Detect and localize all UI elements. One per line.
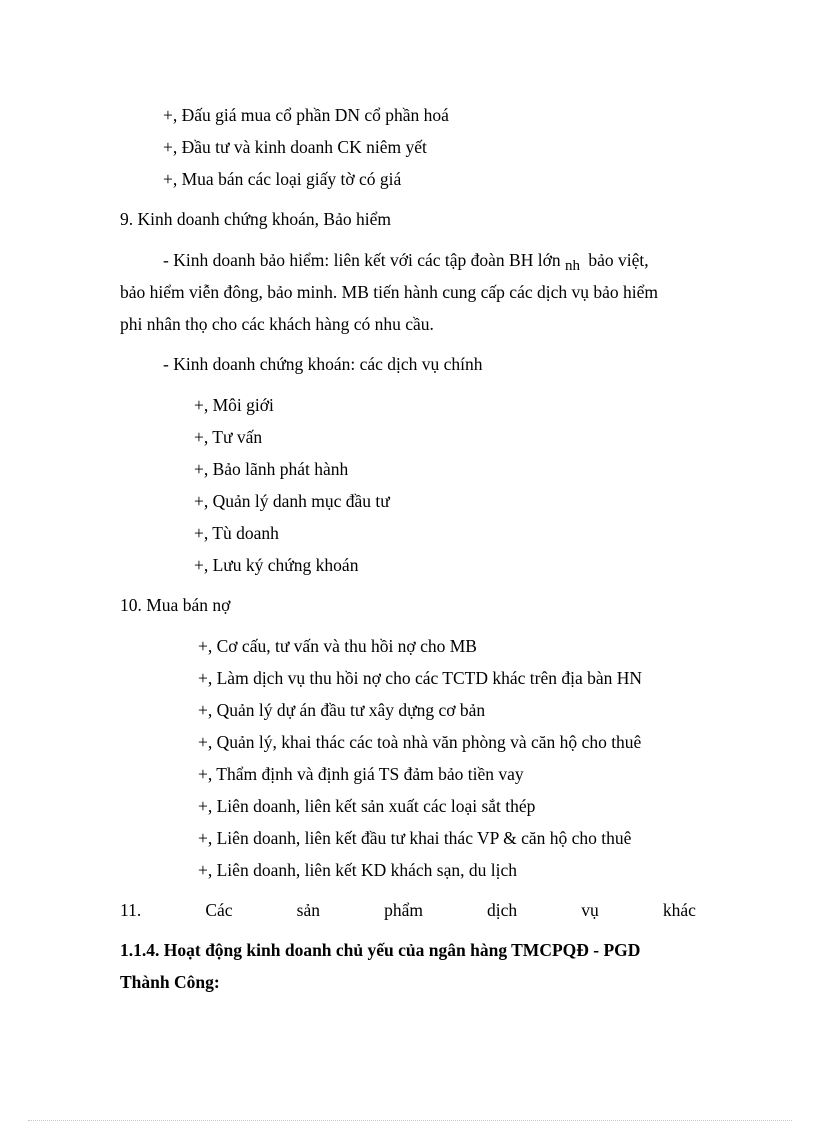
list-item: +, Tù doanh	[194, 523, 279, 543]
section-11-word: phẩm	[384, 900, 423, 920]
list-item: +, Liên doanh, liên kết KD khách sạn, du lịch	[198, 860, 517, 880]
list-item: +, Quản lý danh mục đầu tư	[194, 491, 390, 511]
list-item: +, Tư vấn	[194, 427, 263, 447]
insurance-paragraph-line-2: bảo hiểm viễn đông, bảo minh. MB tiến hành cung cấp các dịch vụ bảo hiểm	[120, 282, 658, 302]
list-item: +, Làm dịch vụ thu hồi nợ cho các TCTD khác trên địa bàn HN	[198, 668, 643, 688]
insurance-text-end: bảo việt,	[588, 250, 649, 270]
list-item: +, Mua bán các loại giấy tờ có giá	[163, 169, 402, 189]
list-item: +, Lưu ký chứng khoán	[194, 555, 359, 575]
list-item: +, Liên doanh, liên kết đầu tư khai thác VP & căn hộ cho thuê	[198, 828, 632, 848]
list-item: +, Môi giới	[194, 395, 274, 415]
section-heading-10: 10. Mua bán nợ	[120, 595, 231, 615]
heading-1-1-4-line-2: Thành Công:	[120, 972, 220, 992]
list-item: +, Thẩm định và định giá TS đảm bảo tiền vay	[198, 764, 524, 784]
insurance-paragraph-line-1	[163, 249, 649, 273]
list-item: +, Quản lý dự án đầu tư xây dựng cơ bản	[198, 700, 486, 720]
list-item: +, Bảo lãnh phát hành	[194, 459, 349, 479]
section-11-word: Các	[205, 900, 233, 920]
securities-intro: - Kinh doanh chứng khoán: các dịch vụ chính	[163, 354, 483, 374]
section-11-word: 11.	[120, 900, 142, 920]
list-item: +, Đầu tư và kinh doanh CK niêm yết	[163, 137, 427, 157]
insurance-text-start: - Kinh doanh bảo hiểm: liên kết với các tập đoàn BH lớn	[163, 250, 561, 270]
section-heading-11	[120, 899, 696, 921]
section-11-word: vụ	[581, 900, 599, 920]
section-11-word: khác	[662, 900, 696, 920]
list-item: +, Liên doanh, liên kết sản xuất các loại sắt thép	[198, 796, 536, 816]
heading-1-1-4-line-1: 1.1.4. Hoạt động kinh doanh chủ yếu của ngân hàng TMCPQĐ - PGD	[120, 940, 641, 960]
section-11-word: sản	[296, 900, 320, 920]
section-11-word: dịch	[487, 900, 518, 920]
insurance-subscript: nh	[564, 258, 580, 274]
insurance-paragraph-line-3: phi nhân thọ cho các khách hàng có nhu cầu.	[120, 314, 434, 334]
list-item: +, Quản lý, khai thác các toà nhà văn phòng và căn hộ cho thuê	[198, 732, 642, 752]
list-item: +, Đấu giá mua cổ phần DN cổ phần hoá	[163, 105, 449, 125]
page-bottom-rule	[28, 1120, 792, 1121]
section-heading-9: 9. Kinh doanh chứng khoán, Bảo hiểm	[120, 209, 391, 229]
list-item: +, Cơ cấu, tư vấn và thu hồi nợ cho MB	[198, 636, 477, 656]
